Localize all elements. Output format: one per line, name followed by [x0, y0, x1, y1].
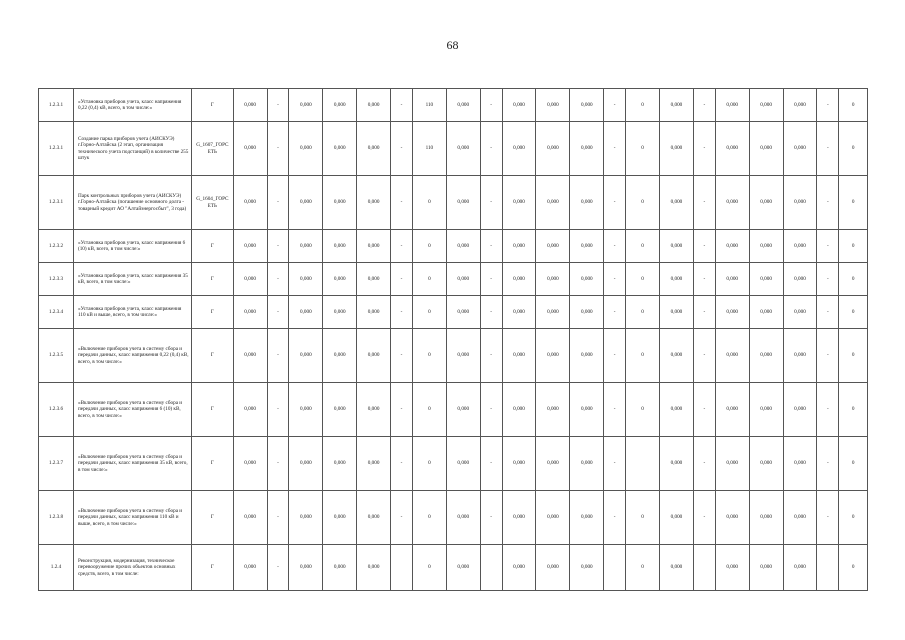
row-number-cell: 1.2.3.4 — [39, 296, 74, 329]
value-cell: - — [391, 329, 413, 383]
value-cell: 0,000 — [502, 89, 536, 122]
value-cell: 0,000 — [536, 437, 570, 491]
value-cell: 0 — [626, 383, 660, 437]
row-number-cell: 1.2.3.1 — [39, 176, 74, 230]
value-cell: 0 — [412, 545, 446, 591]
value-cell: - — [480, 230, 502, 263]
value-cell: 0,000 — [536, 176, 570, 230]
value-cell: - — [267, 437, 289, 491]
value-cell: 0,000 — [357, 176, 391, 230]
value-cell: 0,000 — [749, 122, 783, 176]
value-cell: 0,000 — [749, 383, 783, 437]
value-cell: 0,000 — [659, 491, 693, 545]
value-cell: 0,000 — [357, 89, 391, 122]
value-cell: 0,000 — [659, 329, 693, 383]
value-cell: 0,000 — [446, 329, 480, 383]
value-cell: 0 — [626, 89, 660, 122]
value-cell: 0 — [626, 491, 660, 545]
value-cell: - — [693, 176, 715, 230]
value-cell: 0,000 — [659, 296, 693, 329]
value-cell: 0,000 — [749, 296, 783, 329]
value-cell: - — [480, 296, 502, 329]
value-cell: 0,000 — [536, 89, 570, 122]
value-cell: - — [693, 263, 715, 296]
value-cell: 0,000 — [715, 545, 749, 591]
value-cell: - — [817, 383, 839, 437]
value-cell: 0 — [412, 383, 446, 437]
description-cell: «Установка приборов учета, класс напряжения 35 кВ, всего, в том числе:» — [73, 263, 191, 296]
value-cell: - — [391, 491, 413, 545]
value-cell: 0 — [412, 176, 446, 230]
identifier-cell: G_1604_ГОРС ЕТЬ — [192, 176, 234, 230]
value-cell: 0 — [839, 263, 868, 296]
value-cell: 0,000 — [783, 383, 817, 437]
value-cell: - — [817, 122, 839, 176]
value-cell: 0 — [626, 176, 660, 230]
row-number-cell: 1.2.3.5 — [39, 329, 74, 383]
table-row — [39, 383, 868, 437]
value-cell: 0,000 — [783, 263, 817, 296]
value-cell: 0,000 — [715, 122, 749, 176]
row-number-cell: 1.2.3.3 — [39, 263, 74, 296]
value-cell: 0,000 — [323, 296, 357, 329]
value-cell: 0 — [839, 89, 868, 122]
value-cell: 0,000 — [289, 176, 323, 230]
value-cell: 0,000 — [749, 437, 783, 491]
value-cell: 110 — [412, 122, 446, 176]
identifier-cell: Г — [192, 437, 234, 491]
value-cell: 0,000 — [783, 329, 817, 383]
value-cell: 0,000 — [357, 437, 391, 491]
value-cell: 0,000 — [289, 383, 323, 437]
value-cell: 0,000 — [233, 89, 267, 122]
value-cell: - — [267, 383, 289, 437]
value-cell: 0,000 — [783, 437, 817, 491]
row-number-cell: 1.2.3.7 — [39, 437, 74, 491]
value-cell: 0 — [839, 491, 868, 545]
value-cell: 0 — [626, 545, 660, 591]
value-cell: 0,000 — [323, 89, 357, 122]
value-cell: - — [604, 437, 626, 491]
value-cell: 0,000 — [570, 545, 604, 591]
value-cell: 0 — [839, 230, 868, 263]
value-cell: 0,000 — [233, 230, 267, 263]
value-cell: 0,000 — [233, 176, 267, 230]
value-cell: - — [391, 296, 413, 329]
value-cell: - — [391, 89, 413, 122]
value-cell: 0,000 — [570, 176, 604, 230]
value-cell: 0 — [412, 230, 446, 263]
value-cell: 0,000 — [233, 122, 267, 176]
value-cell: - — [817, 263, 839, 296]
table-row — [39, 230, 868, 263]
value-cell: - — [480, 437, 502, 491]
value-cell: 0,000 — [502, 437, 536, 491]
value-cell: 0,000 — [536, 263, 570, 296]
value-cell: - — [604, 263, 626, 296]
table-row — [39, 176, 868, 230]
value-cell: - — [480, 383, 502, 437]
description-cell: «Включение приборов учета в систему сбора и передачи данных, класс напряжения 35 кВ, всего, в том числе:» — [73, 437, 191, 491]
value-cell: 0,000 — [502, 230, 536, 263]
value-cell: - — [267, 89, 289, 122]
value-cell: - — [604, 296, 626, 329]
value-cell: 0,000 — [570, 296, 604, 329]
value-cell: 0,000 — [233, 296, 267, 329]
value-cell: 0,000 — [446, 176, 480, 230]
value-cell: 0,000 — [783, 545, 817, 591]
value-cell: 0,000 — [357, 296, 391, 329]
value-cell: - — [267, 122, 289, 176]
value-cell: - — [267, 263, 289, 296]
value-cell: - — [604, 383, 626, 437]
value-cell: 0 — [626, 230, 660, 263]
value-cell — [693, 545, 715, 591]
description-cell: Реконструкция, модернизация, техническое перевооружение прочих объектов основных средств, всего, в том числе: — [73, 545, 191, 591]
value-cell: 0,000 — [570, 491, 604, 545]
value-cell: - — [480, 329, 502, 383]
value-cell: 0,000 — [749, 545, 783, 591]
table-row — [39, 329, 868, 383]
value-cell: - — [817, 491, 839, 545]
value-cell: 0,000 — [323, 122, 357, 176]
value-cell: 0 — [839, 329, 868, 383]
value-cell: 0 — [412, 437, 446, 491]
value-cell: 0,000 — [233, 545, 267, 591]
value-cell: 0,000 — [357, 545, 391, 591]
value-cell: 0,000 — [570, 89, 604, 122]
value-cell: 0,000 — [446, 263, 480, 296]
identifier-cell: Г — [192, 89, 234, 122]
value-cell: 0,000 — [323, 176, 357, 230]
value-cell: 0,000 — [289, 491, 323, 545]
value-cell: 0,000 — [357, 230, 391, 263]
value-cell: 0,000 — [749, 263, 783, 296]
value-cell: 0,000 — [357, 329, 391, 383]
value-cell: - — [267, 545, 289, 591]
value-cell: 0 — [412, 329, 446, 383]
value-cell: 0,000 — [715, 230, 749, 263]
value-cell: 0,000 — [289, 437, 323, 491]
value-cell — [604, 545, 626, 591]
value-cell: 0,000 — [446, 296, 480, 329]
value-cell: 0,000 — [715, 437, 749, 491]
value-cell: 0,000 — [749, 176, 783, 230]
value-cell: 0,000 — [659, 176, 693, 230]
description-cell: Парк контрольных приборов учета (АИСКУЭ) г.Горно-Алтайска (погашение основного долга - товарный кредит АО "Алтайэнергосбыт", 3 года) — [73, 176, 191, 230]
value-cell: 0,000 — [233, 491, 267, 545]
value-cell — [817, 545, 839, 591]
value-cell: 0,000 — [323, 491, 357, 545]
value-cell: - — [604, 491, 626, 545]
table-row — [39, 122, 868, 176]
value-cell: - — [693, 437, 715, 491]
value-cell: 0,000 — [536, 491, 570, 545]
value-cell: 0,000 — [357, 383, 391, 437]
value-cell: 0,000 — [536, 545, 570, 591]
value-cell: - — [267, 296, 289, 329]
value-cell: 0,000 — [536, 329, 570, 383]
value-cell: 110 — [412, 89, 446, 122]
identifier-cell: Г — [192, 491, 234, 545]
value-cell: 0,000 — [783, 296, 817, 329]
value-cell: 0,000 — [715, 491, 749, 545]
value-cell: - — [480, 176, 502, 230]
identifier-cell: G_1607_ГОРС ЕТЬ — [192, 122, 234, 176]
value-cell: - — [693, 296, 715, 329]
value-cell: 0,000 — [659, 545, 693, 591]
value-cell: 0,000 — [502, 296, 536, 329]
value-cell: 0,000 — [783, 89, 817, 122]
value-cell: - — [604, 89, 626, 122]
value-cell: 0,000 — [289, 545, 323, 591]
value-cell — [391, 545, 413, 591]
value-cell: - — [693, 329, 715, 383]
value-cell: 0,000 — [659, 122, 693, 176]
value-cell: 0 — [839, 176, 868, 230]
value-cell: - — [693, 122, 715, 176]
value-cell: - — [693, 383, 715, 437]
value-cell: 0,000 — [659, 383, 693, 437]
value-cell: - — [480, 491, 502, 545]
value-cell: 0,000 — [502, 122, 536, 176]
page-number: 68 — [446, 38, 459, 52]
value-cell: 0,000 — [233, 263, 267, 296]
value-cell: 0,000 — [783, 122, 817, 176]
value-cell: 0,000 — [659, 263, 693, 296]
value-cell: 0,000 — [659, 230, 693, 263]
row-number-cell: 1.2.3.1 — [39, 122, 74, 176]
value-cell: - — [267, 329, 289, 383]
value-cell: 0 — [626, 263, 660, 296]
value-cell: 0,000 — [323, 329, 357, 383]
value-cell: - — [604, 329, 626, 383]
value-cell: - — [817, 437, 839, 491]
value-cell: 0,000 — [570, 122, 604, 176]
value-cell: 0 — [412, 491, 446, 545]
value-cell: - — [267, 491, 289, 545]
value-cell: - — [604, 122, 626, 176]
identifier-cell: Г — [192, 329, 234, 383]
value-cell: - — [480, 122, 502, 176]
value-cell: - — [604, 176, 626, 230]
value-cell: 0,000 — [783, 176, 817, 230]
value-cell: 0,000 — [323, 437, 357, 491]
value-cell: 0,000 — [446, 491, 480, 545]
value-cell: 0,000 — [749, 89, 783, 122]
value-cell: 0,000 — [357, 122, 391, 176]
value-cell: 0,000 — [323, 545, 357, 591]
value-cell: 0 — [839, 383, 868, 437]
value-cell: - — [693, 230, 715, 263]
value-cell: 0,000 — [536, 296, 570, 329]
value-cell: - — [817, 230, 839, 263]
value-cell: 0,000 — [289, 230, 323, 263]
identifier-cell: Г — [192, 230, 234, 263]
value-cell: 0,000 — [502, 176, 536, 230]
value-cell: - — [817, 329, 839, 383]
value-cell: 0,000 — [502, 383, 536, 437]
value-cell: 0,000 — [536, 230, 570, 263]
value-cell: 0 — [839, 122, 868, 176]
value-cell: - — [391, 437, 413, 491]
value-cell: - — [391, 383, 413, 437]
value-cell: - — [480, 263, 502, 296]
value-cell: 0,000 — [715, 89, 749, 122]
description-cell: «Установка приборов учета, класс напряжения 6 (10) кВ, всего, в том числе:» — [73, 230, 191, 263]
value-cell: 0,000 — [357, 263, 391, 296]
value-cell: 0,000 — [289, 263, 323, 296]
value-cell: 0,000 — [715, 263, 749, 296]
value-cell: - — [817, 176, 839, 230]
value-cell: - — [391, 263, 413, 296]
value-cell: 0,000 — [289, 89, 323, 122]
value-cell: 0,000 — [715, 296, 749, 329]
value-cell: - — [604, 230, 626, 263]
value-cell: - — [391, 122, 413, 176]
value-cell: 0 — [412, 263, 446, 296]
value-cell: 0,000 — [289, 329, 323, 383]
value-cell: 0,000 — [570, 329, 604, 383]
value-cell: 0,000 — [357, 491, 391, 545]
description-cell: «Включение приборов учета в систему сбора и передачи данных, класс напряжения 6 (10) кВ, всего, в том числе:» — [73, 383, 191, 437]
value-cell: 0,000 — [749, 230, 783, 263]
value-cell: - — [267, 176, 289, 230]
row-number-cell: 1.2.3.6 — [39, 383, 74, 437]
value-cell: 0,000 — [536, 383, 570, 437]
value-cell: 0 — [839, 437, 868, 491]
value-cell: 0,000 — [323, 383, 357, 437]
value-cell: 0,000 — [570, 437, 604, 491]
value-cell: - — [480, 89, 502, 122]
value-cell: 0,000 — [536, 122, 570, 176]
value-cell: 0,000 — [323, 230, 357, 263]
row-number-cell: 1.2.3.1 — [39, 89, 74, 122]
description-cell: Создание парка приборов учета (АИСКУЭ) г.Горно-Алтайска (2 этап, организация технического учета подстанций) в количестве 255 штук — [73, 122, 191, 176]
table-row — [39, 296, 868, 329]
value-cell: - — [817, 89, 839, 122]
value-cell: 0,000 — [659, 89, 693, 122]
value-cell: 0,000 — [233, 383, 267, 437]
value-cell: 0,000 — [502, 545, 536, 591]
table-row — [39, 437, 868, 491]
row-number-cell: 1.2.4 — [39, 545, 74, 591]
value-cell — [480, 545, 502, 591]
value-cell: - — [391, 230, 413, 263]
value-cell: 0,000 — [289, 122, 323, 176]
investment-table — [38, 88, 868, 591]
value-cell: 0,000 — [323, 263, 357, 296]
value-cell: - — [391, 176, 413, 230]
value-cell: 0,000 — [783, 230, 817, 263]
description-cell: «Включение приборов учета в систему сбора и передачи данных, класс напряжения 0,22 (0,4) кВ, всего, в том числе:» — [73, 329, 191, 383]
value-cell — [626, 437, 660, 491]
value-cell: 0,000 — [233, 437, 267, 491]
value-cell: 0 — [626, 122, 660, 176]
row-number-cell: 1.2.3.2 — [39, 230, 74, 263]
value-cell: 0 — [412, 296, 446, 329]
value-cell: - — [817, 296, 839, 329]
value-cell: 0,000 — [715, 176, 749, 230]
table-row — [39, 491, 868, 545]
value-cell: 0,000 — [446, 122, 480, 176]
value-cell: 0 — [626, 329, 660, 383]
row-number-cell: 1.2.3.8 — [39, 491, 74, 545]
value-cell: 0,000 — [446, 230, 480, 263]
description-cell: «Установка приборов учета, класс напряжения 0,22 (0,4) кВ, всего, в том числе:» — [73, 89, 191, 122]
value-cell: - — [693, 491, 715, 545]
value-cell: 0,000 — [502, 329, 536, 383]
value-cell: 0,000 — [715, 383, 749, 437]
value-cell: 0,000 — [570, 383, 604, 437]
value-cell: 0,000 — [570, 230, 604, 263]
table-row — [39, 545, 868, 591]
value-cell: 0 — [839, 296, 868, 329]
identifier-cell: Г — [192, 263, 234, 296]
value-cell: 0,000 — [446, 437, 480, 491]
value-cell: 0,000 — [446, 383, 480, 437]
value-cell: - — [267, 230, 289, 263]
value-cell: 0,000 — [446, 89, 480, 122]
value-cell: 0,000 — [749, 491, 783, 545]
value-cell: - — [693, 89, 715, 122]
identifier-cell: Г — [192, 383, 234, 437]
value-cell: 0,000 — [749, 329, 783, 383]
identifier-cell: Г — [192, 545, 234, 591]
table-row — [39, 89, 868, 122]
value-cell: 0,000 — [233, 329, 267, 383]
value-cell: 0,000 — [659, 437, 693, 491]
value-cell: 0 — [626, 296, 660, 329]
value-cell: 0,000 — [715, 329, 749, 383]
value-cell: 0,000 — [446, 545, 480, 591]
table-row — [39, 263, 868, 296]
description-cell: «Установка приборов учета, класс напряжения 110 кВ и выше, всего, в том числе:» — [73, 296, 191, 329]
value-cell: 0,000 — [570, 263, 604, 296]
value-cell: 0,000 — [783, 491, 817, 545]
value-cell: 0,000 — [502, 491, 536, 545]
identifier-cell: Г — [192, 296, 234, 329]
value-cell: 0,000 — [502, 263, 536, 296]
value-cell: 0,000 — [289, 296, 323, 329]
value-cell: 0 — [839, 545, 868, 591]
description-cell: «Включение приборов учета в систему сбора и передачи данных, класс напряжения 110 кВ и выше, всего, в том числе:» — [73, 491, 191, 545]
